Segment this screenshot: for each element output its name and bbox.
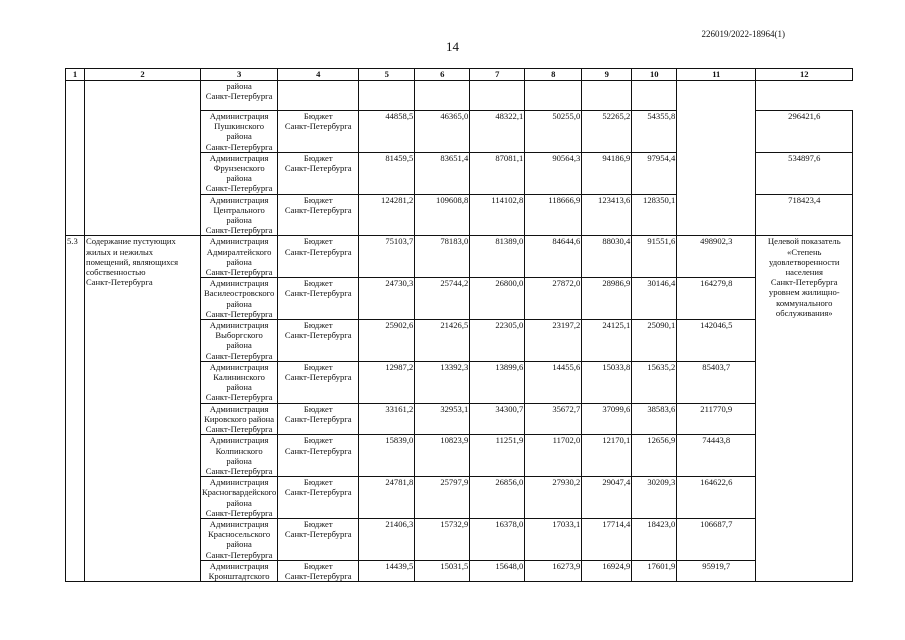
value-cell: 27930,2 [525, 477, 582, 519]
value-cell: 52265,2 [582, 111, 632, 153]
column-header: 7 [470, 69, 525, 81]
value-cell: 81459,5 [359, 152, 415, 194]
empty-cell [525, 81, 582, 111]
value-cell: 50255,0 [525, 111, 582, 153]
column-header: 5 [359, 69, 415, 81]
executor-cell: Администрация Красногвардейского района Санкт-Петербурга [202, 477, 277, 518]
value-cell: 25797,9 [415, 477, 470, 519]
value-cell: 29047,4 [582, 477, 632, 519]
value-cell: 37099,6 [582, 403, 632, 435]
executor-cell: Администрация Фрунзенского района Санкт-Петербурга [201, 152, 278, 194]
value-cell: 97954,4 [632, 152, 677, 194]
value-cell: 14439,5 [359, 560, 415, 581]
funding-source-cell: Бюджет Санкт-Петербурга [278, 152, 359, 194]
executor-cell: Администрация Кировского района Санкт-Петербурга [201, 403, 278, 435]
value-cell: 75103,7 [359, 236, 415, 278]
value-cell: 124281,2 [359, 194, 415, 236]
executor-cell: Администрация Кронштадтского [201, 560, 278, 581]
funding-source-cell: Бюджет Санкт-Петербурга [278, 320, 359, 362]
value-cell: 94186,9 [582, 152, 632, 194]
value-cell: 25090,1 [632, 320, 677, 362]
value-cell: 24730,3 [359, 278, 415, 320]
value-cell: 118666,9 [525, 194, 582, 236]
value-cell: 11702,0 [525, 435, 582, 477]
page-number: 14 [446, 39, 459, 54]
executor-cell: Администрация Пушкинского района Санкт-Петербурга [201, 111, 278, 153]
executor-cell: Администрация Центрального района Санкт-Петербурга [201, 194, 278, 236]
value-cell: 48322,1 [470, 111, 525, 153]
measure-cell [85, 81, 201, 236]
value-cell: 13392,3 [415, 361, 470, 403]
value-cell: 109608,8 [415, 194, 470, 236]
empty-cell [278, 81, 359, 111]
budget-table [65, 68, 853, 582]
total-cell: 296421,6 [756, 111, 853, 153]
empty-cell [632, 81, 677, 111]
value-cell: 14455,6 [525, 361, 582, 403]
column-header: 12 [756, 69, 853, 81]
document-id: 226019/2022-18964(1) [701, 29, 785, 39]
total-cell: 95919,7 [677, 560, 756, 581]
value-cell: 24125,1 [582, 320, 632, 362]
executor-cell: Администрация Калининского района Санкт-Петербурга [201, 361, 278, 403]
total-cell: 164279,8 [677, 278, 756, 320]
column-header: 9 [582, 69, 632, 81]
value-cell: 15732,9 [415, 518, 470, 560]
empty-cell [582, 81, 632, 111]
value-cell: 90564,3 [525, 152, 582, 194]
funding-source-cell: Бюджет Санкт-Петербурга [278, 560, 359, 581]
funding-source-cell: Бюджет Санкт-Петербурга [278, 518, 359, 560]
funding-source-cell: Бюджет Санкт-Петербурга [278, 477, 359, 519]
target-indicator: Целевой показатель «Степень удовлетворенности населения Санкт-Петербурга уровнем жилищно- коммунального обслуживания» [756, 236, 853, 582]
value-cell: 33161,2 [359, 403, 415, 435]
value-cell: 16273,9 [525, 560, 582, 581]
value-cell: 81389,0 [470, 236, 525, 278]
value-cell: 38583,6 [632, 403, 677, 435]
funding-source-cell: Бюджет Санкт-Петербурга [278, 361, 359, 403]
empty-cell [470, 81, 525, 111]
value-cell: 16378,0 [470, 518, 525, 560]
indicator-cell [677, 81, 756, 236]
value-cell: 15635,2 [632, 361, 677, 403]
value-cell: 30209,3 [632, 477, 677, 519]
funding-source-cell: Бюджет Санкт-Петербурга [278, 435, 359, 477]
value-cell: 26856,0 [470, 477, 525, 519]
total-cell: 211770,9 [677, 403, 756, 435]
value-cell: 83651,4 [415, 152, 470, 194]
column-header: 8 [525, 69, 582, 81]
executor-cell: района Санкт-Петербурга [201, 81, 278, 111]
value-cell: 23197,2 [525, 320, 582, 362]
total-cell: 85403,7 [677, 361, 756, 403]
total-cell: 164622,6 [677, 477, 756, 519]
column-header: 10 [632, 69, 677, 81]
column-header: 3 [201, 69, 278, 81]
section-number: 5.3 [66, 236, 85, 582]
value-cell: 128350,1 [632, 194, 677, 236]
value-cell: 12987,2 [359, 361, 415, 403]
executor-cell: Администрация Василеостровского района Санкт-Петербурга [201, 278, 278, 320]
value-cell: 12170,1 [582, 435, 632, 477]
value-cell: 26800,0 [470, 278, 525, 320]
value-cell: 32953,1 [415, 403, 470, 435]
total-cell: 718423,4 [756, 194, 853, 236]
funding-source-cell: Бюджет Санкт-Петербурга [278, 403, 359, 435]
total-cell: 498902,3 [677, 236, 756, 278]
value-cell: 13899,6 [470, 361, 525, 403]
value-cell: 84644,6 [525, 236, 582, 278]
value-cell: 21406,3 [359, 518, 415, 560]
value-cell: 17714,4 [582, 518, 632, 560]
value-cell: 44858,5 [359, 111, 415, 153]
table-row [66, 81, 853, 111]
value-cell: 34300,7 [470, 403, 525, 435]
column-header: 11 [677, 69, 756, 81]
value-cell: 25744,2 [415, 278, 470, 320]
value-cell: 123413,6 [582, 194, 632, 236]
value-cell: 15031,5 [415, 560, 470, 581]
value-cell: 25902,6 [359, 320, 415, 362]
funding-source-cell: Бюджет Санкт-Петербурга [278, 236, 359, 278]
value-cell: 35672,7 [525, 403, 582, 435]
value-cell: 15839,0 [359, 435, 415, 477]
value-cell: 114102,8 [470, 194, 525, 236]
column-header: 4 [278, 69, 359, 81]
value-cell: 27872,0 [525, 278, 582, 320]
value-cell: 12656,9 [632, 435, 677, 477]
value-cell: 15033,8 [582, 361, 632, 403]
total-cell: 534897,6 [756, 152, 853, 194]
value-cell: 11251,9 [470, 435, 525, 477]
value-cell: 16924,9 [582, 560, 632, 581]
executor-cell: Администрация Колпинского района Санкт-Петербурга [201, 435, 278, 477]
empty-cell [415, 81, 470, 111]
total-cell: 142046,5 [677, 320, 756, 362]
value-cell: 17033,1 [525, 518, 582, 560]
header-row [66, 69, 853, 81]
executor-cell: Администрация Выборгского района Санкт-Петербурга [201, 320, 278, 362]
column-header: 6 [415, 69, 470, 81]
value-cell: 17601,9 [632, 560, 677, 581]
funding-source-cell: Бюджет Санкт-Петербурга [278, 194, 359, 236]
value-cell: 18423,0 [632, 518, 677, 560]
value-cell: 10823,9 [415, 435, 470, 477]
value-cell: 15648,0 [470, 560, 525, 581]
value-cell: 88030,4 [582, 236, 632, 278]
total-cell: 106687,7 [677, 518, 756, 560]
value-cell: 46365,0 [415, 111, 470, 153]
column-header: 2 [85, 69, 201, 81]
value-cell: 91551,6 [632, 236, 677, 278]
value-cell: 78183,0 [415, 236, 470, 278]
empty-cell [359, 81, 415, 111]
table-row [66, 236, 853, 278]
measure-name: Содержание пустующих жилых и нежилых помещений, являющихся собственностью Санкт-Петербурга [85, 236, 201, 582]
number-cell [66, 81, 85, 236]
value-cell: 54355,8 [632, 111, 677, 153]
funding-source-cell: Бюджет Санкт-Петербурга [278, 111, 359, 153]
value-cell: 22305,0 [470, 320, 525, 362]
executor-cell: Администрация Адмиралтейского района Санкт-Петербурга [201, 236, 278, 278]
value-cell: 21426,5 [415, 320, 470, 362]
executor-cell: Администрация Красносельского района Санкт-Петербурга [201, 518, 278, 560]
column-header: 1 [66, 69, 85, 81]
value-cell: 28986,9 [582, 278, 632, 320]
value-cell: 87081,1 [470, 152, 525, 194]
total-cell: 74443,8 [677, 435, 756, 477]
value-cell: 24781,8 [359, 477, 415, 519]
funding-source-cell: Бюджет Санкт-Петербурга [278, 278, 359, 320]
value-cell: 30146,4 [632, 278, 677, 320]
